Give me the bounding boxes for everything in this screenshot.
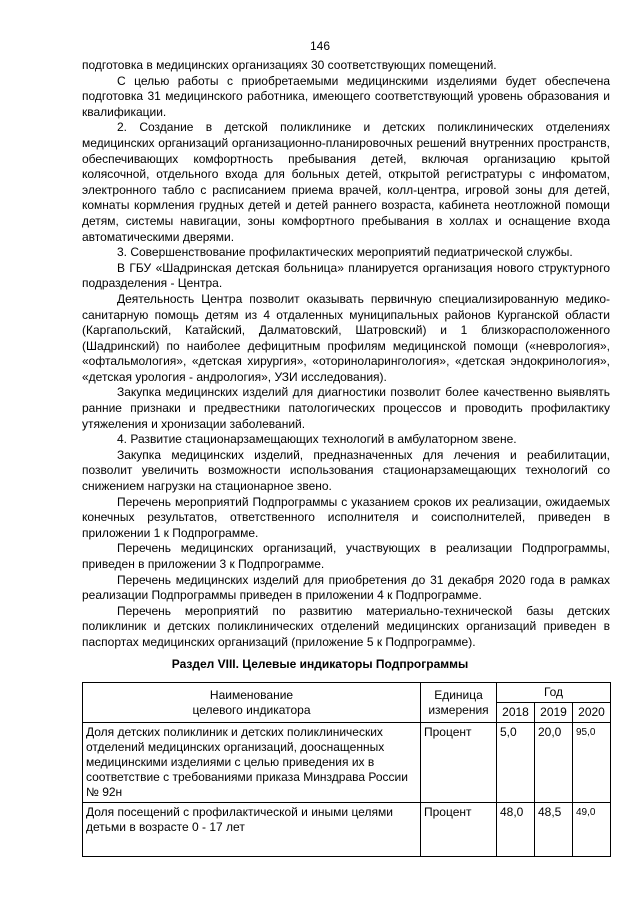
paragraph: В ГБУ «Шадринская детская больница» планируется организация нового структурного подразделения - Центра. — [82, 260, 610, 291]
paragraph: Деятельность Центра позволит оказывать первичную специализированную медико-санитарную помощь детям из 4 отдаленных муниципальных районов Курганской области (Каргапольский, Катайский, Далматовский, Шатровский) и 1 близкорасположенного (Шадринский) по наиболее дефицитным профилям медицинской помощи («неврология», «офтальмология», «детская хирургия», «оториноларингология», «детская эндокринология», «детская урология - андрология», УЗИ исследования). — [82, 291, 610, 384]
value-2019: 48,5 — [535, 803, 573, 857]
header-name-line2: целевого индикатора — [192, 702, 311, 717]
value-2020: 95,0 — [573, 723, 611, 803]
paragraph: Закупка медицинских изделий для диагностики позволит более качественно выявлять ранние признаки и предвестники патологических процессов и проводить профилактику утяжеления и хронизации заболеваний. — [82, 385, 610, 431]
table-row — [83, 723, 611, 803]
section-title: Раздел VIII. Целевые индикаторы Подпрограммы — [171, 657, 469, 671]
paragraph: Закупка медицинских изделий, предназначенных для лечения и реабилитации, позволит увеличить возможности использования стационарзамещающих технологий со снижением нагрузки на стационарное звено. — [82, 447, 610, 494]
indicator-unit: Процент — [421, 723, 497, 803]
indicator-name: Доля посещений с профилактической и иными целями детьми в возрасте 0 - 17 лет — [83, 803, 421, 857]
value-2019: 20,0 — [535, 723, 573, 803]
value-2020: 49,0 — [573, 803, 611, 857]
paragraph: С целью работы с приобретаемыми медицинскими изделиями будет обеспечена подготовка 31 медицинского работника, имеющего соответствующий уровень образования и квалификации. — [82, 73, 610, 119]
header-indicator-name — [83, 683, 421, 723]
header-unit-line2: измерения — [428, 702, 489, 717]
paragraph: Перечень мероприятий по развитию материально-технической базы детских поликлиник и детских поликлинических отделений медицинских организаций приведен в паспортах медицинских организаций (приложение 5 к Подпрограмме). — [82, 603, 610, 649]
indicator-unit: Процент — [421, 803, 497, 857]
body-text — [82, 58, 610, 651]
indicator-name: Доля детских поликлиник и детских поликлинических отделений медицинских организаций, дооснащенных медицинскими изделиями с целью приведения их в соответствие с требованиями приказа Минздрава России № 92н — [83, 723, 421, 803]
paragraph: подготовка в медицинских организациях 30 соответствующих помещений. — [82, 58, 497, 72]
header-unit — [421, 683, 497, 723]
header-year-2019: 2019 — [535, 703, 573, 723]
value-2018: 48,0 — [497, 803, 535, 857]
paragraph: 4. Развитие стационарзамещающих технологий в амбулаторном звене. — [117, 432, 517, 447]
table-row — [83, 803, 611, 857]
table-header-row — [83, 683, 611, 703]
paragraph: Перечень мероприятий Подпрограммы с указанием сроков их реализации, ожидаемых конечных результатов, ответственного исполнителя и соисполнителей, приведен в приложении 1 к Подпрограмме. — [82, 494, 610, 540]
header-year-2020: 2020 — [573, 703, 611, 723]
paragraph: 3. Совершенствование профилактических мероприятий педиатрической службы. — [117, 245, 573, 260]
header-year: Год — [497, 683, 611, 703]
page-number: 146 — [309, 39, 331, 53]
paragraph: 2. Создание в детской поликлинике и детских поликлинических отделениях медицинских организаций организационно-планировочных решений внутренних пространств, обеспечивающих комфортность пребывания детей, включая организацию крытой колясочной, отдельного входа для больных детей, открытой регистратуры с инфоматом, электронного табло с расписанием приема врачей, колл-центра, игровой зоны для детей, комнаты кормления грудных детей и детей раннего возраста, кабинета неотложной помощи детям, системы навигации, зоны комфортного пребывания в холлах и оснащение входа автоматическими дверями. — [82, 120, 610, 244]
header-unit-line1: Единица — [434, 687, 483, 702]
header-year-2018: 2018 — [497, 703, 535, 723]
header-name-line1: Наименование — [209, 687, 294, 702]
paragraph: Перечень медицинских организаций, участвующих в реализации Подпрограммы, приведен в приложении 3 к Подпрограмме. — [82, 541, 610, 571]
paragraph: Перечень медицинских изделий для приобретения до 31 декабря 2020 года в рамках реализации Подпрограммы приведен в приложении 4 к Подпрограмме. — [82, 572, 610, 603]
value-2018: 5,0 — [497, 723, 535, 803]
indicators-table — [82, 682, 611, 857]
